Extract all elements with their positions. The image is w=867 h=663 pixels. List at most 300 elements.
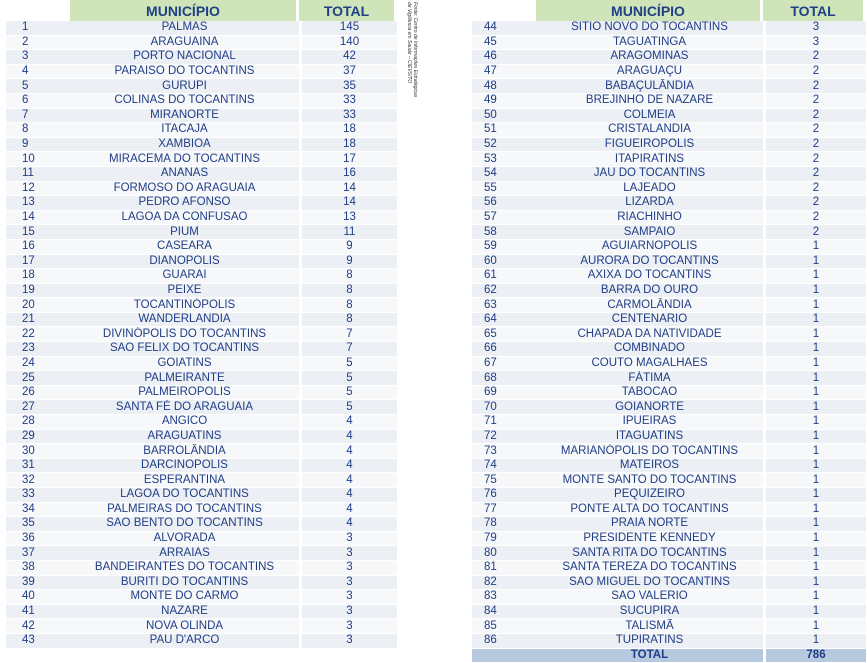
table-row [472,109,866,124]
table-row [472,576,866,591]
row-number: 2 [6,36,70,51]
municipality-name: NAZARÉ [70,605,299,620]
municipality-name: PEQUIZEIRO [536,488,763,503]
table-row [6,21,397,36]
case-total: 11 [299,225,397,240]
table-row [6,138,397,153]
table-row [472,255,866,270]
municipality-name: PARAÍSO DO TOCANTINS [70,65,299,80]
municipality-name: PALMAS [70,21,299,36]
municipality-name: MONTE SANTO DO TOCANTINS [536,473,763,488]
case-total: 4 [299,488,397,503]
municipality-name: DIVINÓPOLIS DO TOCANTINS [70,327,299,342]
source-note-text [406,2,418,97]
row-number: 67 [472,357,536,372]
table-row [472,94,866,109]
row-number: 70 [472,400,536,415]
case-total: 1 [763,430,866,445]
table-row [472,298,866,313]
row-number: 36 [6,532,70,547]
municipality-name: ARAGOMINAS [536,50,763,65]
case-total: 1 [763,532,866,547]
table-row [472,634,866,649]
table-row [6,298,397,313]
table-row [6,444,397,459]
municipality-name: LIZARDA [536,196,763,211]
row-number: 83 [472,590,536,605]
row-number: 18 [6,269,70,284]
table-row [472,65,866,80]
case-total: 1 [763,400,866,415]
case-total: 2 [763,225,866,240]
table-row [472,182,866,197]
case-total: 2 [763,138,866,153]
municipality-name: FIGUEIRÓPOLIS [536,138,763,153]
row-number: 24 [6,357,70,372]
case-total: 1 [763,444,866,459]
case-total: 1 [763,546,866,561]
row-number: 10 [6,152,70,167]
table-row [6,546,397,561]
row-number: 27 [6,400,70,415]
municipality-name: BURITI DO TOCANTINS [70,576,299,591]
table-row [6,488,397,503]
table-row [6,152,397,167]
row-number: 29 [6,430,70,445]
row-number: 41 [6,605,70,620]
row-number: 56 [472,196,536,211]
municipality-name: MIRANORTE [70,109,299,124]
municipality-name: COMBINADO [536,342,763,357]
table-row [6,342,397,357]
row-number: 13 [6,196,70,211]
table-row [6,400,397,415]
municipality-name: BABAÇULÂNDIA [536,79,763,94]
table-row [6,225,397,240]
case-total: 140 [299,36,397,51]
case-total: 1 [763,371,866,386]
case-total: 3 [763,21,866,36]
row-number: 68 [472,371,536,386]
row-number: 82 [472,576,536,591]
table-row [6,50,397,65]
municipio-column-header: MUNICÍPIO [70,0,299,21]
table-row [472,488,866,503]
case-total: 37 [299,65,397,80]
table-row [6,576,397,591]
row-number: 86 [472,634,536,649]
row-number: 69 [472,386,536,401]
municipality-name: CHAPADA DA NATIVIDADE [536,327,763,342]
municipality-name: AGUIARNÓPOLIS [536,240,763,255]
table-row [472,605,866,620]
municipality-name: ALVORADA [70,532,299,547]
case-total: 7 [299,342,397,357]
row-number: 46 [472,50,536,65]
table-row [472,240,866,255]
municipality-name: ARAGUATINS [70,430,299,445]
row-number: 6 [6,94,70,109]
row-number: 59 [472,240,536,255]
table-row [472,269,866,284]
row-number: 71 [472,415,536,430]
table-row [472,459,866,474]
table-row [472,517,866,532]
row-number: 84 [472,605,536,620]
table-row [6,357,397,372]
row-number: 48 [472,79,536,94]
municipality-name: ITAPIRATINS [536,152,763,167]
municipality-name: PRESIDENTE KENNEDY [536,532,763,547]
table-row [472,123,866,138]
municipality-name: BARROLÂNDIA [70,444,299,459]
table-row [472,313,866,328]
table-row [6,386,397,401]
row-number: 32 [6,473,70,488]
municipality-name: COLMEIA [536,109,763,124]
municipality-name: CENTENÁRIO [536,313,763,328]
case-total: 14 [299,182,397,197]
table-row [6,605,397,620]
table-row [6,255,397,270]
row-number: 42 [6,619,70,634]
case-total: 3 [299,634,397,649]
case-total: 42 [299,50,397,65]
municipality-name: COUTO MAGALHÃES [536,357,763,372]
case-total: 1 [763,488,866,503]
municipality-name: ITAGUATINS [536,430,763,445]
municipio-column-header: MUNICÍPIO [536,0,763,21]
row-number: 28 [6,415,70,430]
table-row [6,313,397,328]
case-total: 4 [299,503,397,518]
municipality-name: XAMBIOÁ [70,138,299,153]
case-total: 3 [299,561,397,576]
case-total: 9 [299,240,397,255]
table-row [472,225,866,240]
table-row [6,240,397,255]
row-number: 5 [6,79,70,94]
case-total: 4 [299,444,397,459]
case-total: 3 [299,576,397,591]
row-number: 31 [6,459,70,474]
municipality-name: SANTA RITA DO TOCANTINS [536,546,763,561]
row-number: 17 [6,255,70,270]
row-number: 81 [472,561,536,576]
case-total: 1 [763,605,866,620]
table-row [6,619,397,634]
row-number: 14 [6,211,70,226]
table-row [6,109,397,124]
table-row [6,65,397,80]
municipality-name: MONTE DO CARMO [70,590,299,605]
table-row [6,517,397,532]
row-number: 22 [6,327,70,342]
table-row [6,327,397,342]
row-number: 34 [6,503,70,518]
municipality-name: LAGOA DO TOCANTINS [70,488,299,503]
number-column-header [6,0,70,21]
table-header-row [6,0,397,21]
case-total: 1 [763,357,866,372]
row-number: 66 [472,342,536,357]
municipality-name: PORTO NACIONAL [70,50,299,65]
municipality-name: COLINAS DO TOCANTINS [70,94,299,109]
row-number: 44 [472,21,536,36]
row-number: 19 [6,284,70,299]
municipality-name: ITACAJÁ [70,123,299,138]
case-total: 4 [299,415,397,430]
table-row [6,79,397,94]
municipality-name: FÁTIMA [536,371,763,386]
table-row [472,590,866,605]
case-total: 1 [763,269,866,284]
municipality-name: PALMEIRÓPOLIS [70,386,299,401]
row-number: 77 [472,503,536,518]
municipality-table-right [472,0,866,663]
row-number: 11 [6,167,70,182]
row-number: 65 [472,327,536,342]
row-number: 74 [472,459,536,474]
case-total: 7 [299,327,397,342]
row-number: 62 [472,284,536,299]
municipality-name: BANDEIRANTES DO TOCANTINS [70,561,299,576]
municipality-name: FORMOSO DO ARAGUAIA [70,182,299,197]
table-row [472,211,866,226]
table-row [6,430,397,445]
case-total: 2 [763,123,866,138]
table-row [472,79,866,94]
case-total: 2 [763,152,866,167]
case-total: 18 [299,138,397,153]
row-number: 75 [472,473,536,488]
row-number: 52 [472,138,536,153]
municipality-name: TUPIRATINS [536,634,763,649]
municipality-name: SÃO MIGUEL DO TOCANTINS [536,576,763,591]
table-row [472,138,866,153]
case-total: 2 [763,211,866,226]
municipality-name: AXIXÁ DO TOCANTINS [536,269,763,284]
municipality-name: RIACHINHO [536,211,763,226]
case-total: 8 [299,269,397,284]
case-total: 1 [763,576,866,591]
case-total: 5 [299,371,397,386]
case-total: 35 [299,79,397,94]
case-total: 8 [299,313,397,328]
case-total: 1 [763,415,866,430]
municipality-name: WANDERLÂNDIA [70,313,299,328]
table-row [472,21,866,36]
municipality-name: GOIANORTE [536,400,763,415]
case-total: 14 [299,196,397,211]
municipality-name: LAGOA DA CONFUSÃO [70,211,299,226]
municipality-name: TAGUATINGA [536,36,763,51]
row-number: 23 [6,342,70,357]
case-total: 13 [299,211,397,226]
row-number: 25 [6,371,70,386]
grand-total-label: TOTAL [536,649,763,663]
case-total: 3 [763,36,866,51]
case-total: 3 [299,619,397,634]
row-number: 80 [472,546,536,561]
municipality-name: TOCANTINÓPOLIS [70,298,299,313]
row-number: 35 [6,517,70,532]
case-total: 9 [299,255,397,270]
municipality-name: GUARAÍ [70,269,299,284]
table-header-row [472,0,866,21]
case-total: 2 [763,50,866,65]
table-row [6,473,397,488]
municipality-name: DARCINÓPOLIS [70,459,299,474]
case-total: 2 [763,65,866,80]
table-row [6,211,397,226]
row-number: 16 [6,240,70,255]
row-number: 50 [472,109,536,124]
row-number: 26 [6,386,70,401]
municipality-name: TABOCÃO [536,386,763,401]
table-row [6,503,397,518]
municipality-name: MIRACEMA DO TOCANTINS [70,152,299,167]
table-row [472,36,866,51]
municipality-name: CASEARA [70,240,299,255]
table-row [6,634,397,649]
municipality-name: CARMOLÂNDIA [536,298,763,313]
municipality-name: ESPERANTINA [70,473,299,488]
table-row [6,94,397,109]
municipality-name: PALMEIRANTE [70,371,299,386]
table-row [6,459,397,474]
case-total: 33 [299,94,397,109]
case-total: 3 [299,532,397,547]
row-number: 58 [472,225,536,240]
row-number: 20 [6,298,70,313]
case-total: 4 [299,517,397,532]
total-column-header: TOTAL [299,0,397,21]
row-number: 38 [6,561,70,576]
case-total: 3 [299,590,397,605]
case-total: 1 [763,459,866,474]
table-row [472,546,866,561]
case-total: 2 [763,196,866,211]
case-total: 16 [299,167,397,182]
case-total: 33 [299,109,397,124]
municipality-name: PEIXE [70,284,299,299]
row-number: 3 [6,50,70,65]
row-number: 57 [472,211,536,226]
table-row [472,371,866,386]
municipality-name: SÃO FÉLIX DO TOCANTINS [70,342,299,357]
municipality-name: NOVA OLINDA [70,619,299,634]
total-column-header: TOTAL [763,0,866,21]
municipality-name: BARRA DO OURO [536,284,763,299]
municipality-name: PEDRO AFONSO [70,196,299,211]
municipality-name: BREJINHO DE NAZARÉ [536,94,763,109]
case-total: 1 [763,284,866,299]
table-row [472,386,866,401]
municipality-name: SANTA TEREZA DO TOCANTINS [536,561,763,576]
case-total: 8 [299,284,397,299]
row-number: 55 [472,182,536,197]
row-number: 85 [472,619,536,634]
case-total: 4 [299,430,397,445]
case-total: 2 [763,79,866,94]
row-number: 47 [472,65,536,80]
municipality-name: SANTA FÉ DO ARAGUAIA [70,400,299,415]
case-total: 4 [299,459,397,474]
municipality-name: ANGICO [70,415,299,430]
municipality-name: PAU D'ARCO [70,634,299,649]
municipality-name: ARAGUAÇU [536,65,763,80]
case-total: 1 [763,298,866,313]
row-number: 9 [6,138,70,153]
table-row [6,182,397,197]
case-total: 1 [763,386,866,401]
case-total: 1 [763,473,866,488]
municipality-name: PRAIA NORTE [536,517,763,532]
source-note-line-2: de Vigilância em Saúde – CIEVS/TO [406,2,412,84]
row-number: 43 [6,634,70,649]
table-row [6,36,397,51]
table-row [472,444,866,459]
table-row [6,269,397,284]
row-number: 21 [6,313,70,328]
municipality-name: SÃO BENTO DO TOCANTINS [70,517,299,532]
case-total: 1 [763,619,866,634]
case-total: 5 [299,357,397,372]
case-total: 1 [763,342,866,357]
municipality-name: GURUPI [70,79,299,94]
table-row [472,415,866,430]
table-row [472,357,866,372]
row-number: 63 [472,298,536,313]
row-number: 45 [472,36,536,51]
row-number: 60 [472,255,536,270]
grand-total-value: 786 [763,649,866,663]
municipality-name: PONTE ALTA DO TOCANTINS [536,503,763,518]
row-number: 12 [6,182,70,197]
table-row [6,123,397,138]
table-row [472,284,866,299]
table-row [472,152,866,167]
row-number: 4 [6,65,70,80]
table-row [6,590,397,605]
case-total: 1 [763,313,866,328]
row-number: 79 [472,532,536,547]
case-total: 4 [299,473,397,488]
case-total: 17 [299,152,397,167]
table-row [6,284,397,299]
case-total: 1 [763,327,866,342]
table-row [472,50,866,65]
municipality-name: IPUEIRAS [536,415,763,430]
table-row [6,561,397,576]
case-total: 2 [763,94,866,109]
municipality-name: AURORA DO TOCANTINS [536,255,763,270]
table-row [472,503,866,518]
case-total: 2 [763,109,866,124]
table-row [472,619,866,634]
case-total: 3 [299,605,397,620]
row-number: 1 [6,21,70,36]
table-row [472,342,866,357]
row-number: 64 [472,313,536,328]
case-total: 145 [299,21,397,36]
municipality-name: SÍTIO NOVO DO TOCANTINS [536,21,763,36]
row-number: 53 [472,152,536,167]
municipality-name: SUCUPIRA [536,605,763,620]
row-number: 73 [472,444,536,459]
row-number: 40 [6,590,70,605]
